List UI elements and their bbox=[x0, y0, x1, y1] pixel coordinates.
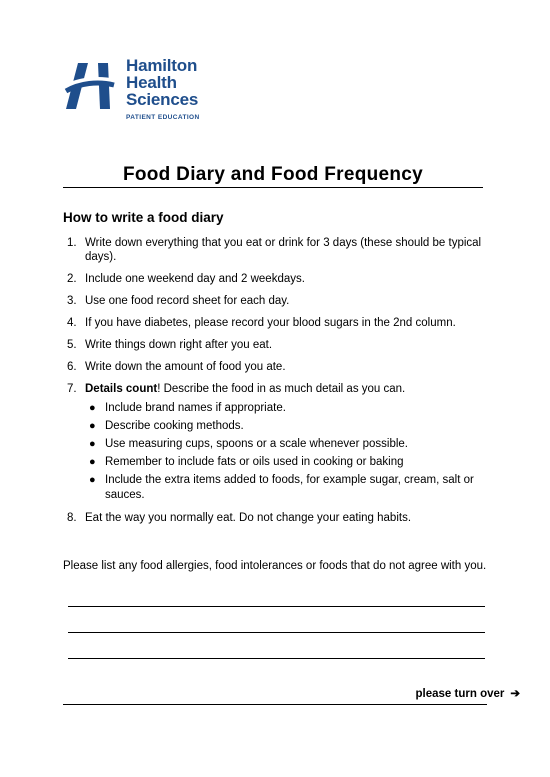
footer-divider bbox=[63, 704, 487, 705]
bullet-text: Include brand names if appropriate. bbox=[105, 402, 286, 414]
bullet-text: Include the extra items added to foods, for example sugar, cream, salt or sauces. bbox=[105, 474, 474, 501]
hamilton-health-sciences-logo-mark-icon bbox=[64, 61, 116, 111]
logo-line-1: Hamilton bbox=[126, 56, 198, 75]
allergy-prompt: Please list any food allergies, food intolerances or foods that do not agree with you. bbox=[63, 560, 487, 572]
step-bold-text: Details count bbox=[85, 383, 158, 395]
instruction-step bbox=[63, 294, 493, 308]
details-bullet bbox=[85, 473, 493, 503]
instruction-step bbox=[63, 338, 493, 352]
step-number: 7. bbox=[67, 383, 77, 395]
step-text: Use one food record sheet for each day. bbox=[85, 295, 290, 307]
allergy-answer-line[interactable] bbox=[68, 606, 485, 607]
instruction-step bbox=[63, 360, 493, 374]
bullet-icon: ● bbox=[89, 420, 96, 432]
details-bullet bbox=[85, 419, 493, 434]
page-title: Food Diary and Food Frequency bbox=[122, 164, 424, 185]
instruction-step-details bbox=[63, 382, 493, 503]
logo-line-3: Sciences bbox=[126, 90, 199, 109]
step-text: If you have diabetes, please record your blood sugars in the 2nd column. bbox=[85, 317, 456, 329]
bullet-text: Use measuring cups, spoons or a scale whenever possible. bbox=[105, 438, 408, 450]
bullet-icon: ● bbox=[89, 474, 96, 486]
turn-over-text: please turn over bbox=[415, 688, 505, 700]
details-bullet bbox=[85, 401, 493, 416]
instruction-step bbox=[63, 236, 493, 264]
logo-line-2: Health bbox=[126, 73, 177, 92]
step-number: 3. bbox=[67, 295, 77, 307]
step-text: Eat the way you normally eat. Do not change your eating habits. bbox=[85, 512, 412, 524]
step-number: 4. bbox=[67, 317, 77, 329]
details-bullet bbox=[85, 437, 493, 452]
details-bullet-list bbox=[85, 401, 493, 503]
bullet-icon: ● bbox=[89, 402, 96, 414]
turn-over-note bbox=[416, 686, 520, 700]
step-number: 8. bbox=[67, 512, 77, 524]
instruction-step bbox=[63, 511, 493, 525]
step-text: ! Describe the food in as much detail as you can. bbox=[157, 383, 406, 395]
hhs-logo bbox=[64, 57, 224, 127]
title-divider bbox=[63, 187, 483, 188]
logo-wordmark bbox=[126, 57, 200, 126]
step-text: Write things down right after you eat. bbox=[85, 339, 273, 351]
section-heading: How to write a food diary bbox=[63, 210, 224, 225]
step-number: 6. bbox=[67, 361, 77, 373]
right-arrow-icon: ➔ bbox=[510, 688, 520, 700]
instruction-step bbox=[63, 316, 493, 330]
bullet-icon: ● bbox=[89, 456, 96, 468]
instruction-step bbox=[63, 272, 493, 286]
bullet-text: Remember to include fats or oils used in cooking or baking bbox=[105, 456, 404, 468]
details-bullet bbox=[85, 455, 493, 470]
bullet-icon: ● bbox=[89, 438, 96, 450]
step-number: 5. bbox=[67, 339, 77, 351]
bullet-text: Describe cooking methods. bbox=[105, 420, 244, 432]
step-text: Write down the amount of food you ate. bbox=[85, 361, 286, 373]
instructions-list bbox=[63, 236, 493, 533]
allergy-answer-line[interactable] bbox=[68, 658, 485, 659]
step-text: Include one weekend day and 2 weekdays. bbox=[85, 273, 305, 285]
logo-subtitle: PATIENT EDUCATION bbox=[126, 114, 200, 121]
step-number: 2. bbox=[67, 273, 77, 285]
step-number: 1. bbox=[67, 237, 77, 249]
step-text: Write down everything that you eat or drink for 3 days (these should be typical days). bbox=[85, 237, 482, 263]
allergy-answer-line[interactable] bbox=[68, 632, 485, 633]
